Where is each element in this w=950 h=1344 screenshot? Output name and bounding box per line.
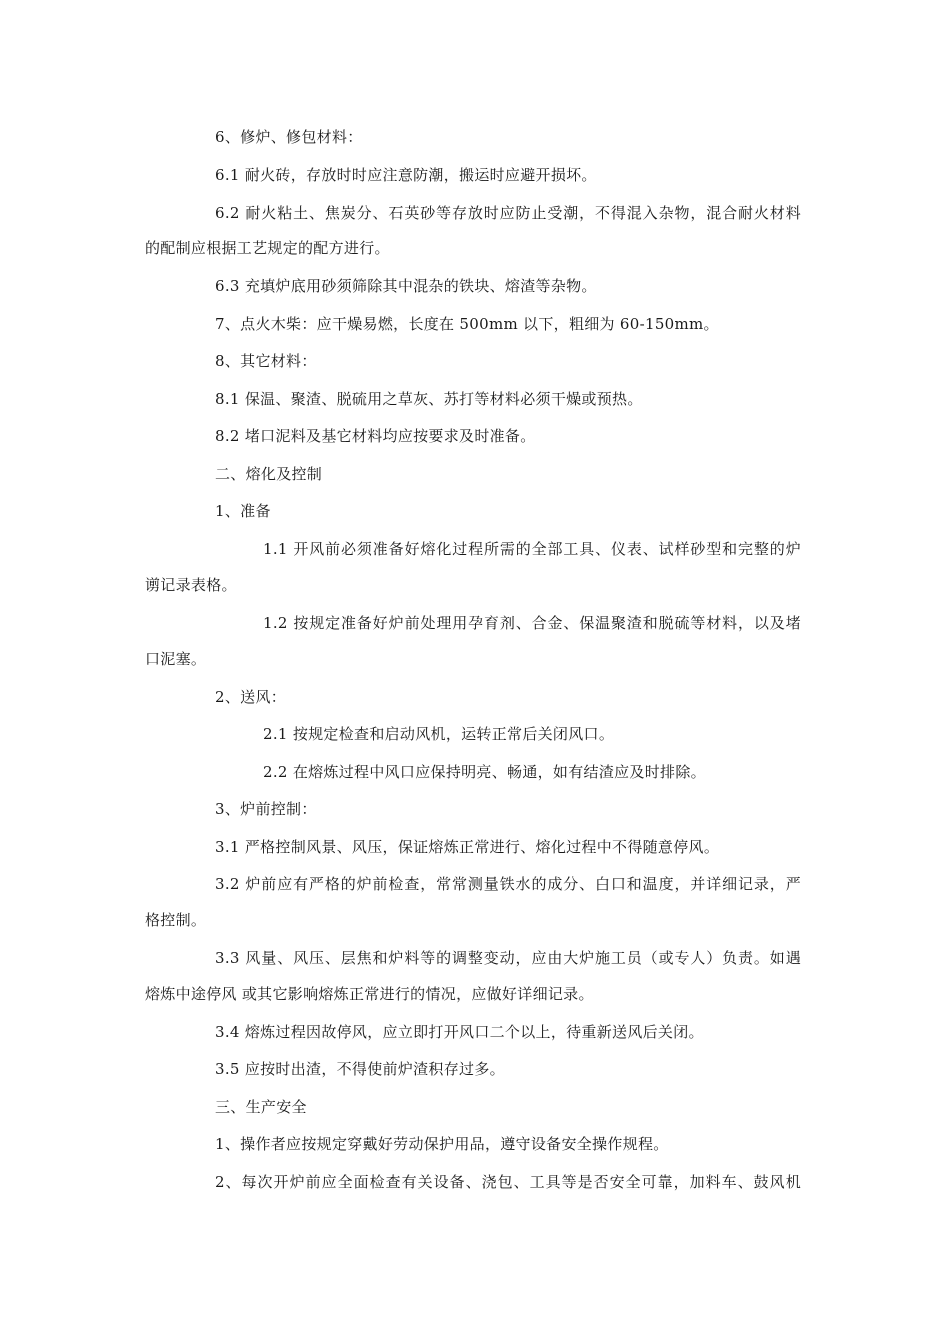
paragraph-line: 6.2 耐火粘土、焦炭分、石英砂等存放时应防止受潮，不得混入杂物，混合耐火材料 — [215, 204, 801, 222]
paragraph-line: 7、点火木柴：应干燥易燃，长度在 500mm 以下，粗细为 60-150mm。 — [215, 315, 719, 333]
paragraph-line: 8.1 保温、聚渣、脱硫用之草灰、苏打等材料必须干燥或预热。 — [215, 390, 643, 408]
paragraph-line: 3.2 炉前应有严格的炉前检查，常常测量铁水的成分、白口和温度，并详细记录，严 — [215, 875, 801, 893]
section-heading: 1、准备 — [215, 502, 271, 520]
paragraph-line: 8.2 堵口泥料及基它材料均应按要求及时准备。 — [215, 427, 536, 445]
paragraph-line: 格控制。 — [145, 911, 207, 929]
section-heading: 三、生产安全 — [215, 1098, 307, 1116]
paragraph-line: 熔炼中途停风 或其它影响熔炼正常进行的情况，应做好详细记录。 — [145, 985, 594, 1003]
paragraph-line: 3.1 严格控制风景、风压，保证熔炼正常进行、熔化过程中不得随意停风。 — [215, 838, 720, 856]
paragraph-line: 2.2 在熔炼过程中风口应保持明亮、畅通，如有结渣应及时排除。 — [263, 763, 706, 781]
section-heading: 2、送风： — [215, 688, 287, 706]
paragraph-line: 6.1 耐火砖，存放时时应注意防潮，搬运时应避开损坏。 — [215, 166, 597, 184]
section-heading: 6、修炉、修包材料： — [215, 128, 363, 146]
paragraph-line: 3.3 风量、风压、层焦和炉料等的调整变动，应由大炉施工员（或专人）负责。如遇 — [215, 949, 801, 967]
paragraph-line: 口泥塞。 — [145, 650, 207, 668]
paragraph-line: 1.2 按规定准备好炉前处理用孕育剂、合金、保温聚渣和脱硫等材料，以及堵 — [263, 614, 801, 632]
paragraph-line: 2.1 按规定检查和启动风机，运转正常后关闭风口。 — [263, 725, 615, 743]
paragraph-line: 6.3 充填炉底用砂须筛除其中混杂的铁块、熔渣等杂物。 — [215, 277, 597, 295]
section-heading: 8、其它材料： — [215, 352, 317, 370]
paragraph-line: 谫记录表格。 — [145, 576, 237, 594]
paragraph-line: 3.5 应按时出渣，不得使前炉渣积存过多。 — [215, 1060, 505, 1078]
section-heading: 二、熔化及控制 — [215, 465, 323, 483]
paragraph-line: 1、操作者应按规定穿戴好劳动保护用品，遵守设备安全操作规程。 — [215, 1135, 669, 1153]
paragraph-line: 2、每次开炉前应全面检查有关设备、浇包、工具等是否安全可靠，加料车、鼓风机 — [215, 1173, 801, 1191]
paragraph-line: 1.1 开风前必须准备好熔化过程所需的全部工具、仪表、试样砂型和完整的炉 — [263, 540, 801, 558]
paragraph-line: 3.4 熔炼过程因故停风，应立即打开风口二个以上，待重新送风后关闭。 — [215, 1023, 704, 1041]
section-heading: 3、炉前控制： — [215, 800, 317, 818]
paragraph-line: 的配制应根据工艺规定的配方进行。 — [145, 239, 390, 257]
